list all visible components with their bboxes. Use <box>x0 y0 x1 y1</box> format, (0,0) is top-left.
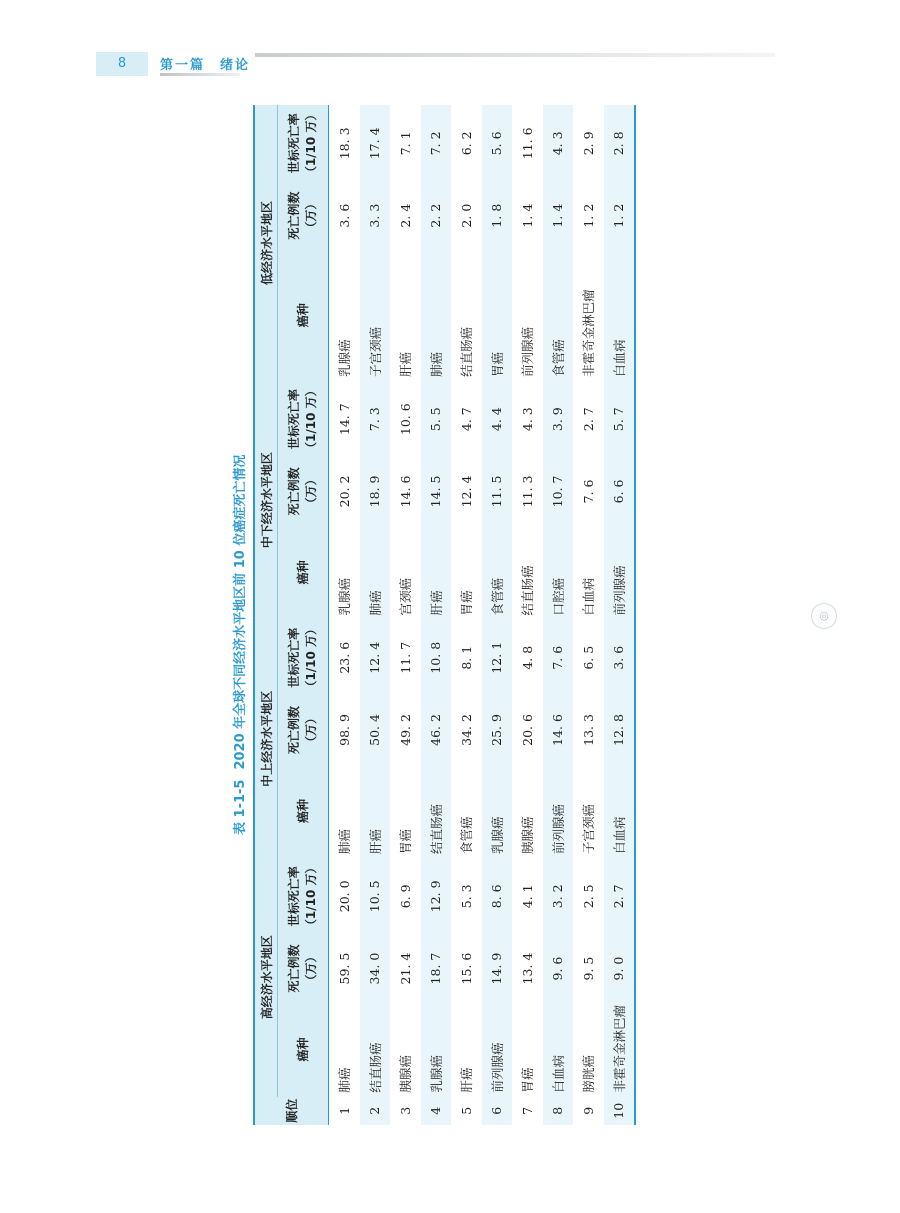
lower-deaths-cell: 14. 6 <box>397 475 413 508</box>
col-header-cancer: 癌种 <box>278 525 329 619</box>
high-deaths-cell: 9. 6 <box>543 935 574 1003</box>
high-cancer-cell: 乳腺癌 <box>421 1002 452 1096</box>
low-cancer-cell: 食管癌 <box>543 250 574 381</box>
low-cancer-cell: 肺癌 <box>421 250 452 381</box>
rank-cell: 5 <box>458 1106 474 1115</box>
lower-deaths-cell: 11. 3 <box>519 475 535 508</box>
lower-deaths-cell: 20. 2 <box>336 475 352 508</box>
high-deaths-cell: 9. 0 <box>604 935 636 1003</box>
upper-rate-cell: 7. 6 <box>543 619 574 696</box>
upper-deaths-cell: 49. 2 <box>397 714 413 746</box>
upper-rate-cell: 23. 6 <box>336 641 352 674</box>
low-deaths-cell: 2. 2 <box>421 182 452 250</box>
upper-rate-cell: 3. 6 <box>604 619 636 696</box>
lower-rate-cell: 2. 7 <box>580 407 596 432</box>
upper-deaths-cell: 14. 6 <box>543 696 574 764</box>
low-rate-cell: 4. 3 <box>543 105 574 182</box>
low-rate-cell: 5. 6 <box>482 105 513 182</box>
high-rate-cell: 2. 7 <box>604 858 636 935</box>
high-rate-cell: 12. 9 <box>421 858 452 935</box>
region-header-low: 低经济水平地区 <box>254 105 278 381</box>
upper-cancer-cell: 子宫颈癌 <box>581 803 597 854</box>
high-rate-cell: 3. 2 <box>543 858 574 935</box>
low-cancer-cell: 白血病 <box>604 250 636 381</box>
lower-rate-cell: 7. 3 <box>360 381 391 458</box>
table-row <box>604 105 636 1125</box>
low-rate-cell: 2. 8 <box>604 105 636 182</box>
low-cancer-cell: 结直肠癌 <box>459 326 475 377</box>
low-deaths-cell: 1. 8 <box>482 182 513 250</box>
col-header-deaths: 死亡例数 （万） <box>278 696 329 764</box>
high-deaths-cell: 14. 9 <box>482 935 513 1003</box>
high-cancer-cell: 胰腺癌 <box>398 1055 414 1093</box>
table-row <box>482 105 513 1125</box>
lower-deaths-cell: 12. 4 <box>458 475 474 508</box>
cancer-death-table <box>253 105 636 1125</box>
low-cancer-cell: 乳腺癌 <box>337 339 353 377</box>
upper-cancer-cell: 乳腺癌 <box>482 764 513 858</box>
header-row-regions <box>254 105 278 1125</box>
lower-cancer-cell: 肝癌 <box>421 525 452 619</box>
upper-rate-cell: 4. 8 <box>519 645 535 670</box>
lower-rate-cell: 10. 6 <box>397 403 413 436</box>
high-cancer-cell: 结直肠癌 <box>360 1002 391 1096</box>
high-deaths-cell: 18. 7 <box>421 935 452 1003</box>
upper-cancer-cell: 胰腺癌 <box>520 816 536 854</box>
high-rate-cell: 10. 5 <box>360 858 391 935</box>
high-cancer-cell: 白血病 <box>543 1002 574 1096</box>
region-header-upper-middle: 中上经济水平地区 <box>254 619 278 858</box>
low-deaths-cell: 3. 6 <box>336 203 352 228</box>
lower-cancer-cell: 白血病 <box>581 577 597 616</box>
lower-rate-cell: 14. 7 <box>336 403 352 436</box>
lower-deaths-cell: 18. 9 <box>360 457 391 525</box>
lower-deaths-cell: 11. 5 <box>482 457 513 525</box>
rank-cell: 7 <box>519 1106 535 1115</box>
low-deaths-cell: 2. 4 <box>397 203 413 228</box>
upper-cancer-cell: 前列腺癌 <box>543 764 574 858</box>
low-cancer-cell: 胃癌 <box>482 250 513 381</box>
high-rate-cell: 6. 9 <box>397 884 413 909</box>
upper-cancer-cell: 肝癌 <box>360 764 391 858</box>
lower-rate-cell: 4. 3 <box>519 407 535 432</box>
header-row-columns <box>278 105 329 1125</box>
col-header-deaths: 死亡例数 （万） <box>278 935 329 1003</box>
low-rate-cell: 2. 9 <box>580 131 596 156</box>
high-rate-cell: 2. 5 <box>580 884 596 909</box>
lower-deaths-cell: 6. 6 <box>604 457 636 525</box>
rank-cell: 2 <box>360 1097 391 1125</box>
high-cancer-cell: 肺癌 <box>337 1067 353 1093</box>
lower-rate-cell: 4. 7 <box>458 407 474 432</box>
high-deaths-cell: 13. 4 <box>519 952 535 985</box>
high-cancer-cell: 前列腺癌 <box>482 1002 513 1096</box>
col-header-cancer: 癌种 <box>278 1002 329 1096</box>
upper-deaths-cell: 46. 2 <box>421 696 452 764</box>
upper-rate-cell: 10. 8 <box>421 619 452 696</box>
region-header-lower-middle: 中下经济水平地区 <box>254 381 278 620</box>
side-logo-mark: ◎ <box>811 603 837 629</box>
table-row <box>512 105 543 1125</box>
low-rate-cell: 18. 3 <box>336 127 352 160</box>
table-caption-number: 表 1-1-5 <box>233 779 248 835</box>
high-cancer-cell: 胃癌 <box>520 1067 536 1093</box>
low-deaths-cell: 1. 2 <box>604 182 636 250</box>
upper-rate-cell: 8. 1 <box>458 645 474 670</box>
low-deaths-cell: 1. 4 <box>543 182 574 250</box>
col-header-rate: 世标死亡率 （1/10 万） <box>278 105 329 182</box>
table-row <box>543 105 574 1125</box>
upper-deaths-cell: 12. 8 <box>604 696 636 764</box>
col-header-rate: 世标死亡率 （1/10 万） <box>278 619 329 696</box>
low-rate-cell: 7. 1 <box>397 131 413 156</box>
low-rate-cell: 11. 6 <box>519 127 535 160</box>
lower-cancer-cell: 乳腺癌 <box>337 577 353 616</box>
low-deaths-cell: 3. 3 <box>360 182 391 250</box>
upper-deaths-cell: 34. 2 <box>458 714 474 746</box>
header-rule <box>255 53 775 57</box>
rank-cell: 4 <box>421 1097 452 1125</box>
col-header-rate: 世标死亡率 （1/10 万） <box>278 381 329 458</box>
high-rate-cell: 20. 0 <box>336 880 352 913</box>
table-row <box>390 105 421 1125</box>
upper-deaths-cell: 20. 6 <box>519 714 535 746</box>
table-body <box>329 105 636 1125</box>
chapter-underline <box>160 73 240 76</box>
rotated-table-block <box>229 105 634 1125</box>
upper-cancer-cell: 白血病 <box>604 764 636 858</box>
rank-cell: 10 <box>604 1097 636 1125</box>
lower-cancer-cell: 口腔癌 <box>543 525 574 619</box>
upper-cancer-cell: 结直肠癌 <box>421 764 452 858</box>
table-row <box>360 105 391 1125</box>
chapter-title: 第一篇 绪论 <box>160 58 251 73</box>
upper-deaths-cell: 50. 4 <box>360 696 391 764</box>
upper-rate-cell: 12. 1 <box>482 619 513 696</box>
upper-cancer-cell: 肺癌 <box>337 828 353 854</box>
upper-deaths-cell: 13. 3 <box>580 714 596 746</box>
table-caption <box>229 105 253 1125</box>
table-row <box>451 105 482 1125</box>
rank-cell: 6 <box>482 1097 513 1125</box>
table-row <box>329 105 360 1125</box>
low-cancer-cell: 肝癌 <box>398 351 414 377</box>
lower-rate-cell: 5. 5 <box>421 381 452 458</box>
lower-deaths-cell: 7. 6 <box>580 479 596 504</box>
high-cancer-cell: 非霍奇金淋巴瘤 <box>604 1002 636 1096</box>
lower-cancer-cell: 食管癌 <box>482 525 513 619</box>
table-caption-title: 2020 年全球不同经济水平地区前 10 位癌症死亡情况 <box>233 454 248 770</box>
high-deaths-cell: 21. 4 <box>397 952 413 985</box>
low-deaths-cell: 1. 2 <box>580 203 596 228</box>
lower-rate-cell: 4. 4 <box>482 381 513 458</box>
lower-cancer-cell: 肺癌 <box>360 525 391 619</box>
high-cancer-cell: 肝癌 <box>459 1067 475 1093</box>
low-rate-cell: 6. 2 <box>458 131 474 156</box>
high-deaths-cell: 59. 5 <box>336 952 352 985</box>
region-header-high: 高经济水平地区 <box>254 858 278 1097</box>
col-header-rate: 世标死亡率 （1/10 万） <box>278 858 329 935</box>
low-deaths-cell: 1. 4 <box>519 203 535 228</box>
low-cancer-cell: 子宫颈癌 <box>360 250 391 381</box>
upper-rate-cell: 12. 4 <box>360 619 391 696</box>
table-row <box>421 105 452 1125</box>
upper-cancer-cell: 食管癌 <box>459 816 475 854</box>
lower-cancer-cell: 宫颈癌 <box>398 577 414 616</box>
upper-cancer-cell: 胃癌 <box>398 828 414 854</box>
upper-rate-cell: 6. 5 <box>580 645 596 670</box>
high-rate-cell: 5. 3 <box>458 884 474 909</box>
table-row <box>573 105 604 1125</box>
upper-deaths-cell: 25. 9 <box>482 696 513 764</box>
rank-cell: 1 <box>336 1106 352 1115</box>
high-rate-cell: 8. 6 <box>482 858 513 935</box>
high-deaths-cell: 34. 0 <box>360 935 391 1003</box>
high-cancer-cell: 膀胱癌 <box>581 1055 597 1093</box>
low-deaths-cell: 2. 0 <box>458 203 474 228</box>
lower-deaths-cell: 14. 5 <box>421 457 452 525</box>
lower-deaths-cell: 10. 7 <box>543 457 574 525</box>
page-header <box>0 0 900 90</box>
rank-header: 顺位 <box>254 1097 329 1125</box>
col-header-deaths: 死亡例数 （万） <box>278 457 329 525</box>
lower-cancer-cell: 前列腺癌 <box>604 525 636 619</box>
rank-cell: 8 <box>543 1097 574 1125</box>
upper-rate-cell: 11. 7 <box>397 641 413 674</box>
lower-rate-cell: 5. 7 <box>604 381 636 458</box>
low-rate-cell: 17. 4 <box>360 105 391 182</box>
high-deaths-cell: 9. 5 <box>580 956 596 981</box>
low-rate-cell: 7. 2 <box>421 105 452 182</box>
high-deaths-cell: 15. 6 <box>458 952 474 985</box>
col-header-deaths: 死亡例数 （万） <box>278 182 329 250</box>
page-number: 8 <box>96 52 148 76</box>
rank-cell: 3 <box>397 1106 413 1115</box>
high-rate-cell: 4. 1 <box>519 884 535 909</box>
lower-cancer-cell: 结直肠癌 <box>520 565 536 616</box>
col-header-cancer: 癌种 <box>278 250 329 381</box>
upper-deaths-cell: 98. 9 <box>336 714 352 746</box>
lower-rate-cell: 3. 9 <box>543 381 574 458</box>
lower-cancer-cell: 胃癌 <box>459 590 475 616</box>
col-header-cancer: 癌种 <box>278 764 329 858</box>
low-cancer-cell: 非霍奇金淋巴瘤 <box>581 289 597 377</box>
low-cancer-cell: 前列腺癌 <box>520 326 536 377</box>
rank-cell: 9 <box>580 1106 596 1115</box>
